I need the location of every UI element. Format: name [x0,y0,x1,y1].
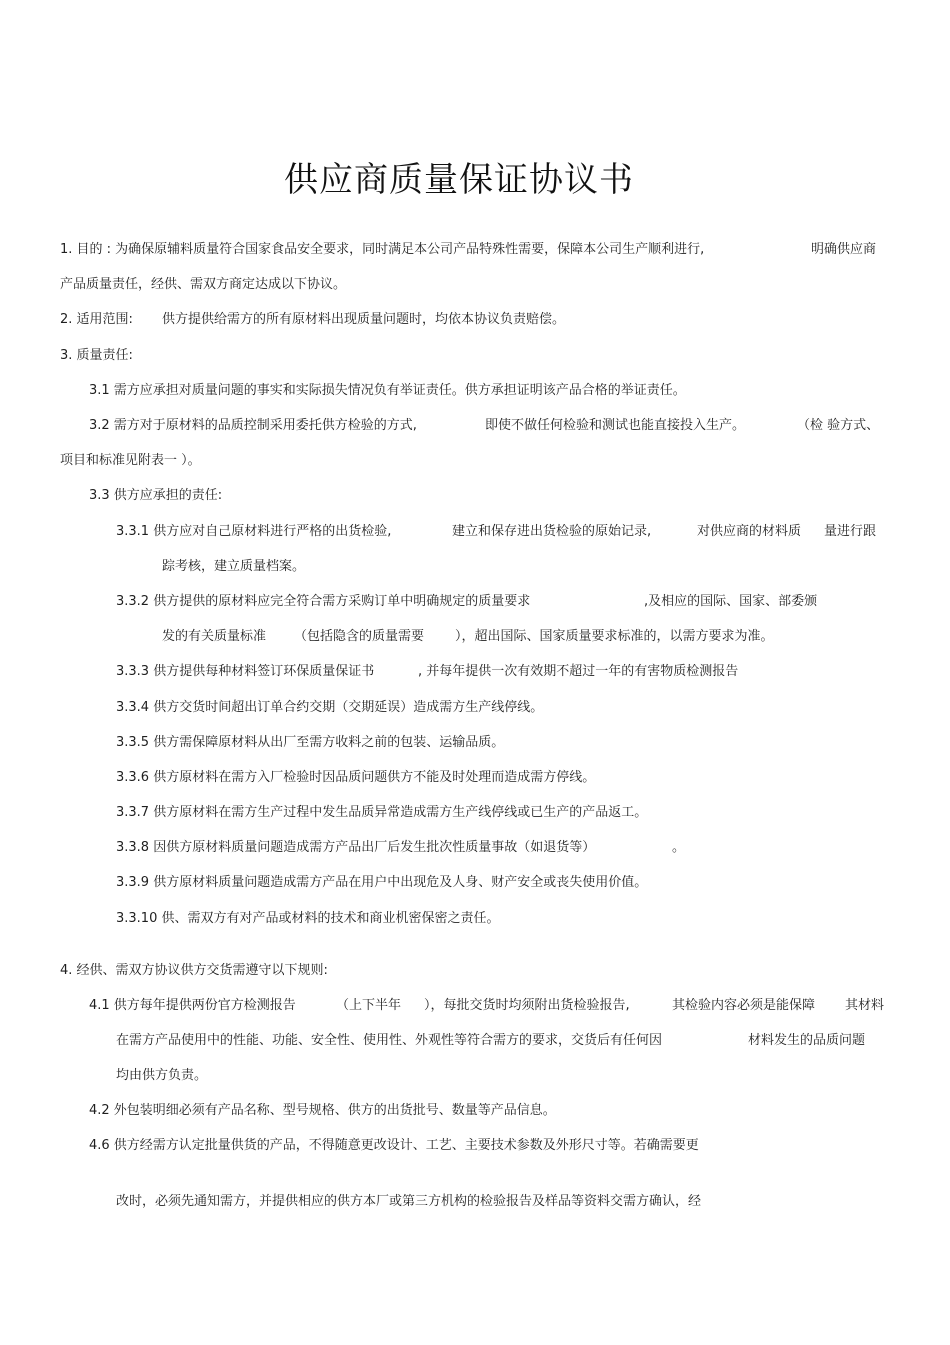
section-1-line-1-tail: 明确供应商 [811,242,877,257]
section-3-heading: 3. 质量责任: [60,348,133,363]
clause-4-1-part-b: （上下半年 [336,998,402,1013]
clause-4-6: 4.6 供方经需方认定批量供货的产品，不得随意更改设计、工艺、主要技术参数及外形尺寸等。若确需要更 [89,1138,699,1153]
clause-3-2-part-b: 即使不做任何检验和测试也能直接投入生产。 [485,418,746,433]
section-4-heading: 4. 经供、需双方协议供方交货需遵守以下规则: [60,963,328,978]
section-2-heading: 2. 适用范围: [60,312,133,327]
clause-3-3-8-part-a: 3.3.8 因供方原材料质量问题造成需方产品出厂后发生批次性质量事故（如退货等） [116,840,596,855]
clause-3-2-part-d: 项目和标准见附表一 ）。 [60,453,201,468]
clause-3-3: 3.3 供方应承担的责任: [89,488,223,503]
section-1-line-1: 1. 目的 : 为确保原辅料质量符合国家食品安全要求，同时满足本公司产品特殊性需要，保障本公司生产顺利进行, [60,242,705,257]
clause-3-3-2-part-a: 3.3.2 供方提供的原材料应完全符合需方采购订单中明确规定的质量要求 [116,594,531,609]
clause-3-3-3-part-b: , 并每年提供一次有效期不超过一年的有害物质检测报告 [418,664,739,679]
clause-3-3-4: 3.3.4 供方交货时间超出订单合约交期（交期延误）造成需方生产线停线。 [116,700,544,715]
clause-3-3-1-part-a: 3.3.1 供方应对自己原材料进行严格的出货检验, [116,524,392,539]
clause-3-3-7: 3.3.7 供方原材料在需方生产过程中发生品质异常造成需方生产线停线或已生产的产品返工。 [116,805,648,820]
section-1-line-2: 产品质量责任，经供、需双方商定达成以下协议。 [60,277,347,292]
clause-4-1-part-d: 其检验内容必须是能保障 [672,998,816,1013]
section-2-text: 供方提供给需方的所有原材料出现质量问题时，均依本协议负责赔偿。 [162,312,566,327]
clause-3-3-2-part-e: ），超出国际、国家质量要求标准的，以需方要求为准。 [455,629,774,644]
clause-3-1: 3.1 需方应承担对质量问题的事实和实际损失情况负有举证责任。供方承担证明该产品合格的举证责任。 [89,383,686,398]
clause-3-3-2-part-b: ,及相应的国际、国家、部委颁 [644,594,818,609]
clause-3-3-1-part-e: 踪考核，建立质量档案。 [162,559,306,574]
clause-3-3-10: 3.3.10 供、需双方有对产品或材料的技术和商业机密保密之责任。 [116,911,500,926]
clause-4-2: 4.2 外包装明细必须有产品名称、型号规格、供方的出货批号、数量等产品信息。 [89,1103,556,1118]
document-title: 供应商质量保证协议书 [284,160,634,200]
clause-4-1-part-c: ），每批交货时均须附出货检验报告, [424,998,630,1013]
clause-4-1-part-f: 在需方产品使用中的性能、功能、安全性、使用性、外观性等符合需方的要求，交货后有任何因 [116,1033,663,1048]
clause-3-3-2-part-c: 发的有关质量标准 [162,629,267,644]
clause-4-1-part-g: 材料发生的品质问题 [748,1033,866,1048]
clause-3-3-1-part-b: 建立和保存进出货检验的原始记录, [452,524,652,539]
clause-3-2-part-c: （检 验方式、 [797,418,880,433]
clause-3-3-6: 3.3.6 供方原材料在需方入厂检验时因品质问题供方不能及时处理而造成需方停线。 [116,770,596,785]
clause-3-2-part-a: 3.2 需方对于原材料的品质控制采用委托供方检验的方式, [89,418,417,433]
clause-4-1-part-a: 4.1 供方每年提供两份官方检测报告 [89,998,296,1013]
clause-3-3-8-part-b: 。 [672,840,686,855]
clause-4-1-part-e: 其材料 [845,998,885,1013]
clause-3-3-9: 3.3.9 供方原材料质量问题造成需方产品在用户中出现危及人身、财产安全或丧失使用价值。 [116,875,648,890]
clause-3-3-1-part-d: 量进行跟 [824,524,877,539]
clause-3-3-2-part-d: （包括隐含的质量需要 [294,629,425,644]
clause-4-1-part-h: 均由供方负责。 [116,1068,208,1083]
clause-3-3-5: 3.3.5 供方需保障原材料从出厂至需方收料之前的包装、运输品质。 [116,735,505,750]
clause-4-6-continued: 改时，必须先通知需方，并提供相应的供方本厂或第三方机构的检验报告及样品等资料交需方确认，经 [116,1194,702,1209]
clause-3-3-1-part-c: 对供应商的材料质 [697,524,802,539]
clause-3-3-3-part-a: 3.3.3 供方提供每种材料签订环保质量保证书 [116,664,375,679]
